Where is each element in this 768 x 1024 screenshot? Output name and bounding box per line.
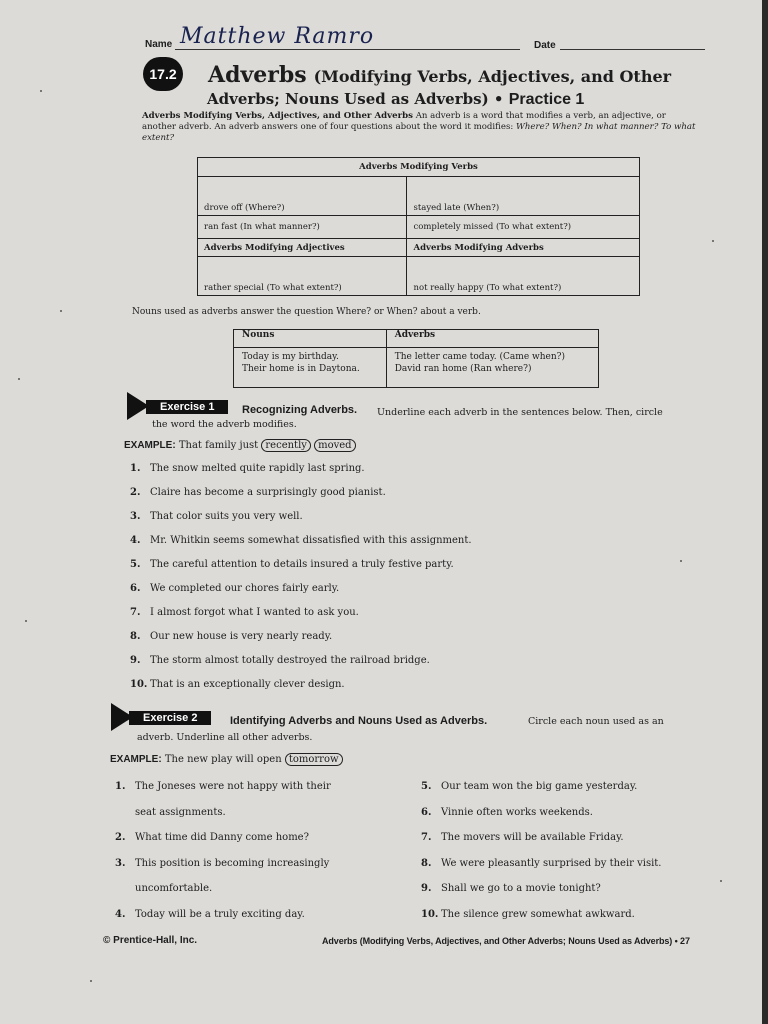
table1-cell: not really happy (To what extent?) [407, 257, 640, 296]
exercise-item [130, 487, 386, 498]
item-text: Today will be a truly exciting day. [135, 908, 305, 920]
exercise1-title: Recognizing Adverbs. [242, 404, 358, 416]
item-text: The Joneses were not happy with their [135, 781, 331, 792]
exercise-item [115, 858, 329, 869]
item-number: 3. [130, 511, 141, 522]
adverbs-table [197, 157, 640, 296]
item-text: The careful attention to details insured a truly festive party. [150, 559, 454, 570]
exercise-item [130, 535, 472, 546]
exercise-item [421, 781, 637, 792]
exercise-item [130, 559, 454, 570]
item-text: We were pleasantly surprised by their visit. [441, 857, 662, 869]
exercise-item [421, 883, 601, 894]
exercise1-label: Exercise 1 [146, 400, 228, 414]
item-text: The snow melted quite rapidly last spring. [150, 463, 365, 474]
exercise2-instructions-2: adverb. Underline all other adverbs. [137, 732, 313, 743]
exercise-item [130, 679, 345, 690]
footer-copyright: © Prentice-Hall, Inc. [103, 935, 198, 946]
item-number: 2. [130, 487, 141, 498]
intro-paragraph [142, 111, 702, 144]
item-text: That color suits you very well. [150, 511, 303, 522]
item-number: 7. [421, 832, 432, 843]
table2-line: Today is my birthday. [242, 352, 339, 362]
exercise2-example [110, 754, 343, 765]
scan-edge [762, 0, 768, 1024]
table2-header-adverbs: Adverbs [386, 330, 598, 348]
page-title-line2 [207, 90, 584, 109]
table2-line: Their home is in Daytona. [242, 364, 360, 374]
item-text: Claire has become a surprisingly good pianist. [150, 487, 386, 498]
exercise-item [421, 909, 635, 920]
exercise-item [421, 858, 661, 869]
exercise-item [421, 832, 624, 843]
exercise-item [130, 607, 359, 618]
item-text: seat assignments. [135, 806, 226, 818]
table1-cell: stayed late (When?) [407, 177, 640, 216]
example-label: EXAMPLE: [110, 754, 162, 765]
practice-label: Practice 1 [508, 91, 585, 108]
example-text: The new play will open [164, 754, 282, 765]
item-number: 9. [130, 655, 141, 666]
example-circled-word: recently [261, 439, 311, 452]
item-text: The silence grew somewhat awkward. [441, 908, 635, 920]
example-circled-word: moved [314, 439, 355, 452]
item-number: 4. [130, 535, 141, 546]
exercise-item [115, 781, 331, 792]
table1-cell: drove off (Where?) [198, 177, 407, 216]
item-number: 10. [421, 908, 439, 920]
exercise-item [130, 655, 430, 666]
example-circled-word: tomorrow [285, 753, 343, 766]
item-number: 5. [421, 781, 432, 792]
item-number: 6. [130, 583, 141, 594]
table1-subheader: Adverbs Modifying Adjectives [198, 239, 407, 257]
page-title [208, 62, 671, 88]
item-number: 8. [130, 631, 141, 642]
item-text: This position is becoming increasingly [135, 857, 330, 869]
footer-page-info: Adverbs (Modifying Verbs, Adjectives, and Other Adverbs; Nouns Used as Adverbs) • 27 [322, 936, 690, 946]
table1-subheader: Adverbs Modifying Adverbs [407, 239, 640, 257]
exercise-item [130, 511, 303, 522]
title-sub: (Modifying Verbs, Adjectives, and Other [313, 67, 672, 86]
table2-cell [234, 348, 387, 388]
intro-text1: An adverb is a word that modifies a [415, 111, 571, 121]
nouns-table [233, 329, 599, 388]
name-label: Name [145, 39, 173, 50]
item-text: That is an exceptionally clever design. [150, 679, 345, 690]
item-text: Mr. Whitkin seems somewhat dissatisfied with this assignment. [150, 535, 472, 546]
exercise-item [130, 583, 339, 594]
title-line2: Adverbs; Nouns Used as Adverbs) • [207, 90, 504, 108]
item-text: We completed our chores fairly early. [150, 583, 340, 594]
exercise1-instructions-2: the word the adverb modifies. [152, 419, 297, 430]
exercise-item [130, 631, 332, 642]
exercise-item [115, 883, 212, 894]
item-number: 5. [130, 559, 141, 570]
exercise1-example [124, 440, 356, 451]
table1-cell: ran fast (In what manner?) [198, 216, 407, 239]
table2-line: The letter came today. (Came when?) [394, 352, 565, 362]
item-number: 2. [115, 832, 126, 843]
item-text: The storm almost totally destroyed the railroad bridge. [150, 655, 430, 666]
item-text: Our team won the big game yesterday. [441, 781, 638, 792]
intro-lead: Adverbs Modifying Verbs, Adjectives, and Other Adverbs [142, 111, 413, 121]
table1-cell: rather special (To what extent?) [198, 257, 407, 296]
item-text: Shall we go to a movie tonight? [441, 883, 601, 894]
item-text: The movers will be available Friday. [441, 832, 624, 843]
intro-text2: verb, an adjective, or another adverb. An adverb answers one of four questions about the word it modifies: [142, 111, 666, 132]
date-line [560, 49, 705, 50]
table2-line: David ran home (Ran where?) [394, 364, 532, 374]
name-line [175, 49, 520, 50]
exercise-item [421, 807, 593, 818]
exercise-item [115, 832, 309, 843]
example-text: That family just [178, 440, 259, 451]
exercise2-label: Exercise 2 [129, 711, 211, 725]
nouns-explanation: Nouns used as adverbs answer the question Where? or When? about a verb. [132, 307, 481, 317]
table2-header-nouns: Nouns [234, 330, 387, 348]
item-number: 10. [130, 679, 148, 690]
exercise2-instructions: Circle each noun used as an [528, 716, 664, 727]
item-text: Vinnie often works weekends. [441, 806, 593, 818]
section-badge: 17.2 [143, 57, 183, 91]
item-number: 7. [130, 607, 141, 618]
table1-cell: completely missed (To what extent?) [407, 216, 640, 239]
student-name: Matthew Ramro [180, 24, 375, 49]
table2-cell [386, 348, 598, 388]
item-text: I almost forgot what I wanted to ask you. [150, 607, 359, 618]
exercise-item [115, 807, 226, 818]
item-number: 8. [421, 857, 432, 869]
date-label: Date [534, 40, 556, 51]
item-number: 1. [115, 781, 126, 792]
exercise-item [115, 909, 305, 920]
title-main: Adverbs [208, 62, 307, 88]
table1-header: Adverbs Modifying Verbs [198, 158, 640, 177]
item-number: 9. [421, 883, 432, 894]
exercise-item [130, 463, 365, 474]
item-number: 6. [421, 806, 432, 818]
item-text: What time did Danny come home? [135, 832, 309, 843]
exercise2-title: Identifying Adverbs and Nouns Used as Adverbs. [230, 715, 488, 727]
item-number: 1. [130, 463, 141, 474]
example-label: EXAMPLE: [124, 440, 176, 451]
item-number: 3. [115, 857, 126, 869]
item-number: 4. [115, 908, 126, 920]
intro-questions: Where? When? In what manner? To what extent? [142, 122, 696, 143]
exercise1-instructions: Underline each adverb in the sentences below. Then, circle [377, 407, 663, 418]
item-text: uncomfortable. [135, 883, 213, 894]
item-text: Our new house is very nearly ready. [150, 631, 333, 642]
